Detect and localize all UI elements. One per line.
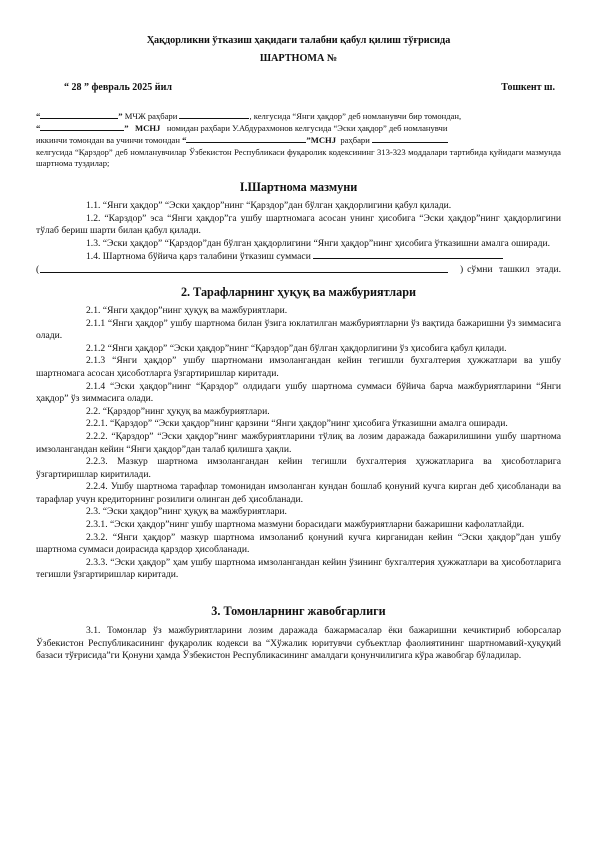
clause: 2.1.4 “Эски ҳақдор”нинг “Қарздор” олдидаги ушбу шартнома суммаси бўйича барча мажбуриятларини “Янги ҳақдор” ўз зиммасига олади. <box>36 380 561 405</box>
intro-text: номидан раҳбари У.Абдурахмонов келгусида “Эски ҳақдор” деб номланувчи <box>166 123 448 134</box>
clause: 2.2.1. “Қарздор” “Эски ҳақдор”нинг қарзини “Янги ҳақдор”нинг ҳисобига ўтказишни амалга оширади. <box>86 418 508 430</box>
amount-words-line <box>36 264 561 277</box>
blank-company-2 <box>40 122 124 131</box>
intro-text: иккинчи томондан ва учинчи томондан <box>36 135 180 146</box>
date-city-line <box>36 82 561 96</box>
blank-amount-words <box>40 264 448 273</box>
document-subtitle: ШАРТНОМА № <box>259 53 338 64</box>
intro-text: раҳбари <box>340 135 370 146</box>
company-form: MCHJ <box>135 123 161 134</box>
clause: 2.2. “Қарздор”нинг ҳуқуқ ва мажбуриятлари. <box>86 405 270 417</box>
clause-text: 1.4. Шартнома бўйича қарз талабини ўтказиш суммаси <box>86 251 311 263</box>
blank-company-1 <box>40 110 118 119</box>
clause: 2.1.2 “Янги ҳақдор” “Эски ҳақдор”нинг “Қарздор”дан бўлган ҳақдорлигини ўз ҳисобига қабул қилади. <box>86 342 507 354</box>
clause-text: сўмни ташкил этади. <box>467 263 561 275</box>
parties-intro <box>36 110 561 169</box>
section-title: 3. Томонларнинг жавобгарлиги <box>211 604 386 619</box>
contract-date: “ 28 ” февраль 2025 йил <box>64 82 172 93</box>
section-1-body <box>36 200 561 277</box>
clause: 2.1.3 “Янги ҳақдор” ушбу шартномани имзолангандан кейин тегишли бухгалтерия ҳужжатлари ва ушбу шартномага асосан ҳисоботларга ўзгартиришлар киритади. <box>36 355 561 379</box>
intro-text: МЧЖ раҳбари <box>124 111 178 121</box>
clause: 2.1.1 “Янги ҳақдор” ушбу шартнома билан ўзига юклатилган мажбуриятларни ўз вақтида бажаришни ўз зиммасига олади. <box>36 317 561 342</box>
intro-text: , келгусида “Янги ҳақдор” деб номланувчи бир томондан, <box>249 111 462 121</box>
blank-amount <box>313 250 503 259</box>
blank-director-1 <box>179 110 249 119</box>
clause: 2.3.2. “Янги ҳақдор” мазкур шартнома имзоланиб қонуний кучга кирганидан кейин “Эски ҳақдор”дан ушбу шартнома суммаси доирасида қарздор ҳисобланади. <box>36 531 561 556</box>
clause: 2.3. “Эски ҳақдор”нинг ҳуқуқ ва мажбуриятлари. <box>86 506 287 518</box>
clause: 1.2. “Карздор” эса “Янги ҳақдор”га ушбу шартномага асосан унинг ҳисобига “Эски ҳақдор”нинг ҳақдорлигини тўлаб бериш шарти билан қабул қилади. <box>36 212 561 237</box>
contract-city: Тошкент ш. <box>501 82 555 93</box>
quote-open: “ <box>36 111 41 121</box>
quote-close: ” <box>118 111 123 121</box>
paren-open: ( <box>36 263 40 275</box>
quote-close: ”MCHJ <box>306 135 337 146</box>
intro-text: келгусида “Қарздор” деб номланувчилар Ўзбекистон Республикаси фуқаролик кодексининг 313-323 моддалари тартибида қуйидаги мазмунда шартнома туздилар; <box>36 146 561 168</box>
section-2-body <box>36 305 561 582</box>
clause: 2.2.3. Мазкур шартнома имзолангандан кейин тегишли бухгалтерия ҳужжатларига ва ҳисоботларига ўзгартиришлар киритилади. <box>36 456 561 480</box>
clause: 2.1. “Янги ҳақдор”нинг ҳуқуқ ва мажбуриятлари. <box>86 304 288 316</box>
section-3-body <box>36 625 561 663</box>
clause: 3.1. Томонлар ўз мажбуриятларини лозим даражада бажармасалар ёки бажаришни кечиктириб юборсалар Ўзбекистон Республикасининг фуқаролик кодекси ва “Хўжалик юритувчи субъектлар фаолиятининг шартномавий-ҳуқуқий базаси тўғрисида”ги Қонуни ҳамда Ўзбекистон Республикасининг амалдаги қонунчилигига кўра жавобгар бўладилар. <box>36 625 561 662</box>
document-title: Ҳақдорликни ўтказиш ҳақидаги талабни қабул қилиш тўғрисида <box>146 35 451 46</box>
clause: 2.3.3. “Эски ҳақдор” ҳам ушбу шартнома имзолангандан кейин ўзининг бухгалтерия ҳужжатлари ва ҳисоботларига тегишли ўзгартиришлар киритади. <box>36 556 561 581</box>
clause: 1.1. “Янги ҳақдор” “Эски ҳақдор”нинг “Қарздор”дан бўлган ҳақдорлигини қабул қилади. <box>86 200 452 212</box>
blank-director-3 <box>372 134 448 143</box>
quote-close: ” <box>124 123 129 134</box>
clause: 2.2.4. Ушбу шартнома тарафлар томонидан имзоланган кундан бошлаб қонуний кучга кирган деб ҳисобланади ва тарафлар учун кредиторнинг розилиги олинган деб ҳисобланади. <box>36 481 561 505</box>
section-title: I.Шартнома мазмуни <box>239 180 358 195</box>
blank-company-3 <box>186 134 306 143</box>
quote-open: “ <box>182 135 187 146</box>
paren-close: ) <box>460 263 464 275</box>
clause: 1.3. “Эски ҳақдор” “Қарздор”дан бўлган ҳақдорлигини “Янги ҳақдор”нинг ҳисобига ўтказишни амалга оширади. <box>86 237 550 249</box>
section-title: 2. Тарафларнинг ҳуқуқ ва мажбуриятлари <box>180 284 417 299</box>
clause: 2.3.1. “Эски ҳақдор”нинг ушбу шартнома мазмуни борасидаги мажбуриятларни бажаришни кафолатлайди. <box>86 519 525 531</box>
clause: 2.2.2. “Қарздор” “Эски ҳақдор”нинг мажбуриятларини тўлиқ ва лозим даражада бажарилишини ушбу шартнома имзолангандан кейин “Янги ҳақдор”дан талаб қилишга ҳақли. <box>36 430 561 455</box>
quote-open: “ <box>36 123 41 134</box>
clause-amount <box>36 250 561 264</box>
